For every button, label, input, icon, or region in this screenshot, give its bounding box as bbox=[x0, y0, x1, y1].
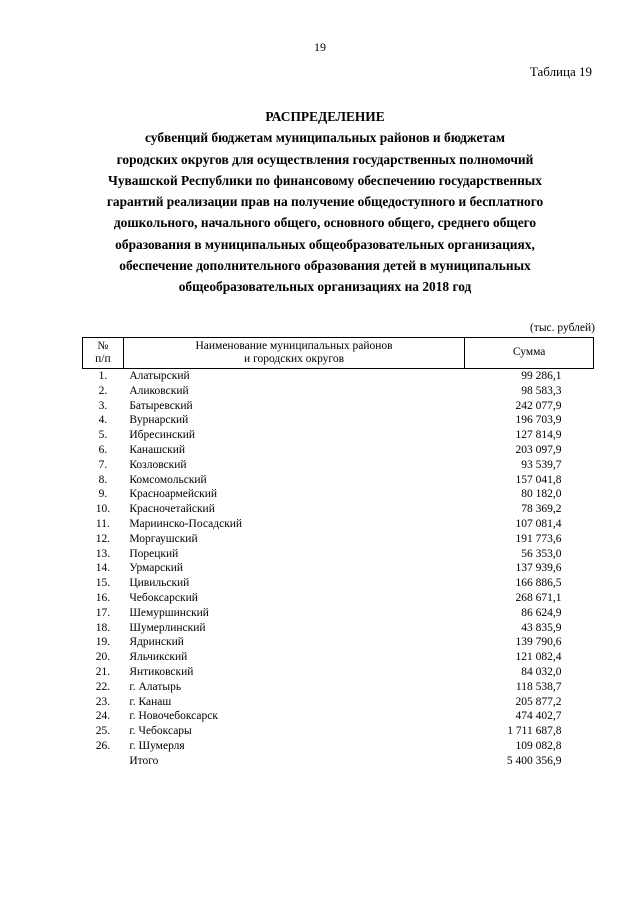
row-sum: 98 583,3 bbox=[521, 384, 562, 397]
row-district-name: Чебоксарский bbox=[129, 591, 198, 604]
row-sum: 109 082,8 bbox=[515, 739, 562, 752]
table-row bbox=[83, 561, 594, 576]
table-label: Таблица 19 bbox=[529, 64, 592, 79]
table-row bbox=[83, 591, 594, 606]
row-number: 8. bbox=[98, 473, 108, 486]
table-row bbox=[83, 517, 594, 532]
row-number: 22. bbox=[95, 680, 111, 693]
row-district-name: Мариинско-Посадский bbox=[129, 517, 243, 530]
title-line: РАСПРЕДЕЛЕНИЕ bbox=[265, 109, 385, 124]
row-sum: 205 877,2 bbox=[515, 695, 562, 708]
row-sum: 99 286,1 bbox=[521, 370, 562, 382]
table-row bbox=[83, 428, 594, 443]
row-number: 6. bbox=[98, 443, 108, 456]
table-row bbox=[83, 458, 594, 473]
row-district-name: г. Канаш bbox=[129, 695, 172, 708]
table-row bbox=[83, 547, 594, 562]
table-row bbox=[83, 709, 594, 724]
row-sum: 157 041,8 bbox=[515, 473, 562, 486]
row-sum: 474 402,7 bbox=[515, 710, 562, 723]
row-number: 14. bbox=[95, 562, 111, 575]
header-sum: Сумма bbox=[465, 338, 594, 369]
title-line: субвенций бюджетам муниципальных районов и бюджетам bbox=[145, 130, 505, 146]
row-number: 23. bbox=[95, 695, 111, 708]
table-row bbox=[83, 724, 594, 739]
table-row bbox=[83, 502, 594, 517]
title-line: Чувашской Республики по финансовому обеспечению государственных bbox=[108, 172, 542, 188]
row-number bbox=[83, 754, 124, 769]
row-number: 21. bbox=[95, 665, 111, 678]
row-sum: 5 400 356,9 bbox=[506, 754, 562, 767]
row-number: 3. bbox=[98, 399, 108, 412]
document-title bbox=[60, 106, 590, 298]
row-sum: 191 773,6 bbox=[515, 532, 562, 545]
header-name bbox=[123, 338, 464, 369]
row-district-name: Яльчикский bbox=[129, 651, 188, 664]
header-number bbox=[83, 338, 124, 369]
row-number: 19. bbox=[95, 636, 111, 649]
subvention-table bbox=[82, 337, 594, 769]
header-name-line2: и городских округов bbox=[244, 353, 345, 365]
table-row bbox=[83, 695, 594, 710]
row-sum: 121 082,4 bbox=[515, 651, 562, 664]
table-row bbox=[83, 650, 594, 665]
table-row bbox=[83, 665, 594, 680]
row-sum: 118 538,7 bbox=[515, 680, 562, 693]
units-label: (тыс. рублей) bbox=[529, 322, 595, 334]
row-district-name: Цивильский bbox=[129, 577, 190, 590]
row-district-name: Порецкий bbox=[129, 547, 179, 560]
row-sum: 84 032,0 bbox=[521, 665, 562, 678]
row-district-name: Урмарский bbox=[129, 562, 184, 575]
row-number: 26. bbox=[95, 739, 111, 752]
row-number: 1. bbox=[98, 370, 108, 382]
row-sum: 127 814,9 bbox=[515, 429, 562, 442]
row-sum: 93 539,7 bbox=[521, 458, 562, 471]
row-district-name: г. Алатырь bbox=[129, 680, 182, 693]
total-row bbox=[83, 754, 594, 769]
title-line: гарантий реализации прав на получение общедоступного и бесплатного bbox=[106, 194, 544, 210]
header-row bbox=[83, 338, 594, 369]
row-district-name: Комсомольский bbox=[129, 473, 207, 486]
row-sum: 107 081,4 bbox=[515, 517, 562, 530]
title-line: дошкольного, начального общего, основного общего, среднего общего bbox=[113, 215, 537, 231]
row-district-name: Ядринский bbox=[129, 636, 184, 649]
row-district-name: Ибресинский bbox=[129, 429, 196, 442]
row-sum: 196 703,9 bbox=[515, 414, 562, 427]
table-row bbox=[83, 532, 594, 547]
row-district-name: Красночетайский bbox=[129, 503, 215, 516]
row-district-name: г. Новочебоксарск bbox=[129, 710, 218, 723]
row-district-name: Вурнарский bbox=[129, 414, 189, 427]
row-sum: 1 711 687,8 bbox=[507, 725, 562, 738]
row-sum: 203 097,9 bbox=[515, 443, 562, 456]
row-sum: 242 077,9 bbox=[515, 399, 562, 412]
row-number: 18. bbox=[95, 621, 111, 634]
table-row bbox=[83, 576, 594, 591]
row-sum: 166 886,5 bbox=[515, 577, 562, 590]
row-number: 10. bbox=[95, 503, 111, 516]
table-body bbox=[83, 369, 594, 769]
table-row bbox=[83, 739, 594, 754]
row-district-name: г. Шумерля bbox=[129, 739, 185, 752]
header-number-line2: п/п bbox=[95, 353, 111, 365]
row-number: 17. bbox=[95, 606, 111, 619]
row-sum: 43 835,9 bbox=[521, 621, 562, 634]
table-row bbox=[83, 487, 594, 502]
row-district-name: Канашский bbox=[129, 443, 186, 456]
row-district-name: Шумерлинский bbox=[129, 621, 206, 634]
row-number: 5. bbox=[98, 429, 108, 442]
row-sum: 80 182,0 bbox=[521, 488, 562, 501]
row-district-name: Батыревский bbox=[129, 399, 193, 412]
title-line: образования в муниципальных общеобразовательных организациях, bbox=[115, 236, 535, 252]
row-number: 24. bbox=[95, 710, 111, 723]
table-header bbox=[83, 338, 594, 369]
row-number: 9. bbox=[98, 488, 108, 501]
table-row bbox=[83, 473, 594, 488]
page-number: 19 bbox=[314, 40, 326, 54]
table-row bbox=[83, 635, 594, 650]
row-number: 2. bbox=[98, 384, 108, 397]
row-sum: 78 369,2 bbox=[521, 503, 562, 516]
title-line: обеспечение дополнительного образования детей в муниципальных bbox=[119, 258, 531, 274]
table-row bbox=[83, 399, 594, 414]
row-number: 12. bbox=[95, 532, 111, 545]
table-row bbox=[83, 443, 594, 458]
title-line: общеобразовательных организациях на 2018 год bbox=[178, 279, 472, 295]
row-sum: 137 939,6 bbox=[515, 562, 562, 575]
header-number-line1: № bbox=[97, 339, 109, 352]
row-number: 4. bbox=[98, 414, 108, 427]
table-row bbox=[83, 369, 594, 384]
row-district-name: Итого bbox=[129, 754, 159, 767]
table-row bbox=[83, 384, 594, 399]
row-district-name: Янтиковский bbox=[129, 665, 194, 678]
row-district-name: Красноармейский bbox=[129, 488, 218, 501]
header-name-line1: Наименование муниципальных районов bbox=[195, 339, 393, 352]
row-number: 15. bbox=[95, 577, 111, 590]
row-district-name: Аликовский bbox=[129, 384, 189, 397]
table-row bbox=[83, 606, 594, 621]
row-district-name: Козловский bbox=[129, 458, 187, 471]
row-district-name: Шемуршинский bbox=[129, 606, 209, 619]
row-district-name: Алатырский bbox=[129, 370, 190, 382]
row-sum: 86 624,9 bbox=[521, 606, 562, 619]
row-number: 13. bbox=[95, 547, 111, 560]
title-line: городских округов для осуществления государственных полномочий bbox=[116, 151, 534, 167]
row-sum: 268 671,1 bbox=[515, 591, 562, 604]
row-district-name: Моргаушский bbox=[129, 532, 198, 545]
row-sum: 139 790,6 bbox=[515, 636, 562, 649]
table-row bbox=[83, 680, 594, 695]
table-row bbox=[83, 621, 594, 636]
row-number: 20. bbox=[95, 651, 111, 664]
row-district-name: г. Чебоксары bbox=[129, 725, 192, 738]
table-row bbox=[83, 413, 594, 428]
row-number: 11. bbox=[95, 517, 110, 530]
row-number: 16. bbox=[95, 591, 111, 604]
row-number: 25. bbox=[95, 725, 111, 738]
row-sum: 56 353,0 bbox=[521, 547, 562, 560]
row-number: 7. bbox=[98, 458, 108, 471]
